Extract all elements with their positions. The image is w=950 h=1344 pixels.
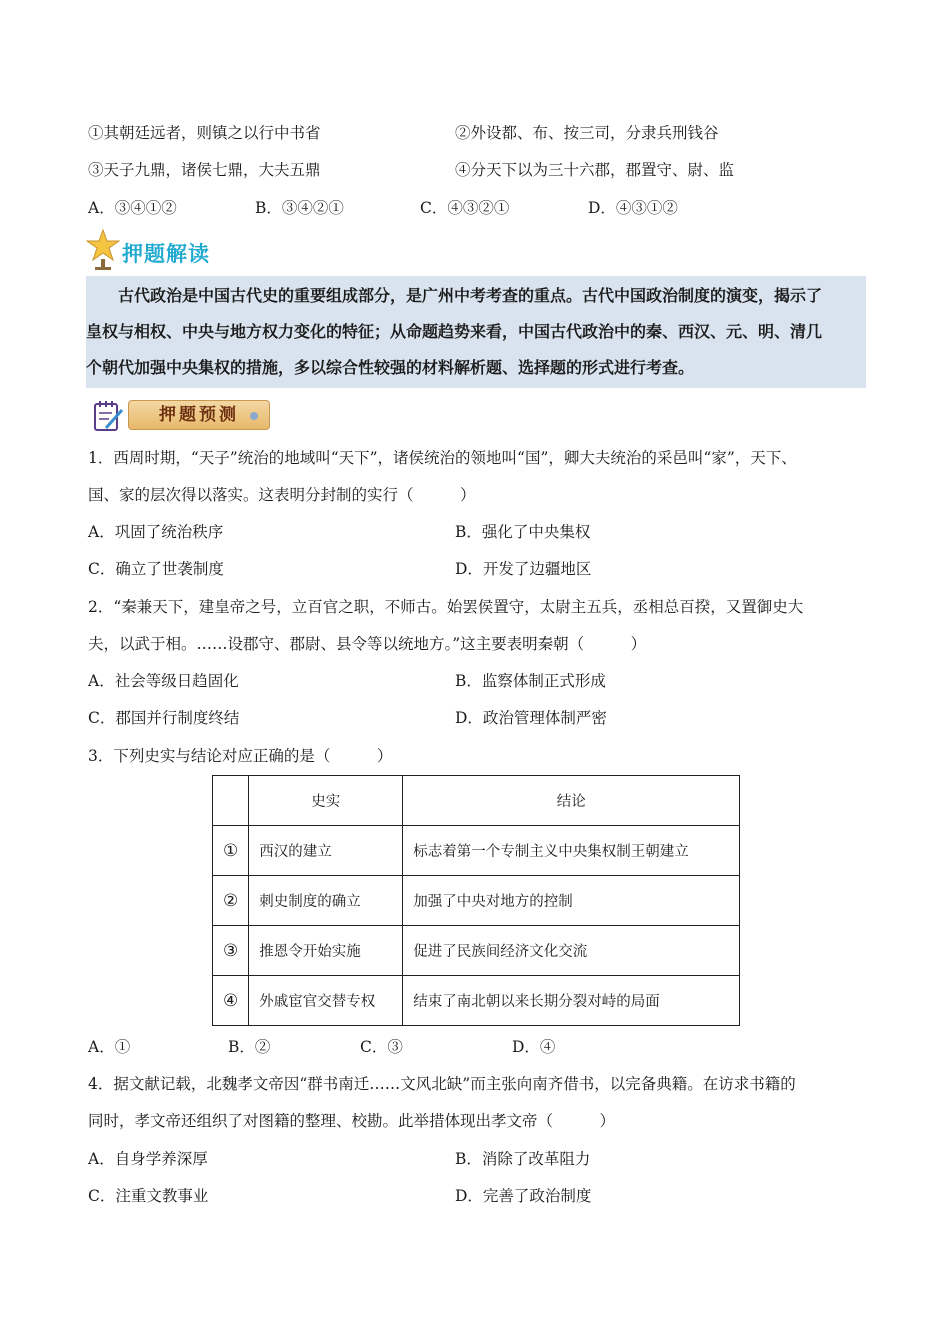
question-1-line: 1．西周时期，“天子”统治的地域叫“天下”，诸侯统治的领地叫“国”，卿大夫统治的采邑叫“家”，天下、 (88, 449, 797, 467)
item-2: ②外设都、布、按三司，分隶兵刑钱谷 (455, 124, 719, 142)
option-d[interactable]: D．政治管理体制严密 (455, 709, 607, 727)
option-b[interactable]: B．强化了中央集权 (455, 523, 591, 541)
table-cell: 标志着第一个专制主义中央集权制王朝建立 (403, 826, 740, 876)
option-row (88, 669, 606, 693)
table-row (213, 826, 740, 876)
question-2-line: 夫，以武于相。……设郡守、郡尉、县令等以统地方。”这主要表明秦朝（ ） (88, 635, 647, 653)
option-c[interactable]: C．③ (360, 1038, 403, 1056)
option-row (88, 1147, 591, 1171)
table-cell: 加强了中央对地方的控制 (403, 876, 740, 926)
option-a[interactable]: A．社会等级日趋固化 (88, 672, 239, 690)
paragraph-line: 皇权与相权、中央与地方权力变化的特征；从命题趋势来看，中国古代政治中的秦、西汉、元、明、清几 (86, 322, 823, 341)
paragraph-line: 个朝代加强中央集权的措施，多以综合性较强的材料解析题、选择题的形式进行考查。 (86, 358, 695, 377)
option-b[interactable]: B．② (228, 1038, 271, 1056)
table-cell: 西汉的建立 (249, 826, 403, 876)
table-header-row (213, 776, 740, 826)
star-lamp-icon (86, 228, 120, 272)
option-d[interactable]: D．开发了边疆地区 (455, 560, 592, 578)
question-4-line: 同时，孝文帝还组织了对图籍的整理、校勘。此举措体现出孝文帝（ ） (88, 1112, 616, 1130)
table-cell: 促进了民族间经济文化交流 (403, 926, 740, 976)
option-row (88, 557, 592, 581)
table-header-cell: 结论 (403, 776, 740, 826)
option-row (88, 520, 591, 544)
facts-table (212, 775, 740, 1026)
question-2-line: 2．“秦兼天下，建皇帝之号，立百官之职，不师古。始罢侯置守，太尉主五兵，丞相总百揆，又置御史大 (88, 598, 804, 616)
item-1: ①其朝廷远者，则镇之以行中书省 (88, 124, 321, 142)
paragraph-line: 古代政治是中国古代史的重要组成部分，是广州中考考查的重点。古代中国政治制度的演变，揭示了 (118, 286, 823, 305)
table-row (213, 976, 740, 1026)
section-header-prediction (92, 396, 272, 434)
table-cell: ④ (213, 976, 249, 1026)
item-row (88, 158, 735, 182)
choice-d[interactable]: D．④③①② (588, 199, 678, 217)
table-row (213, 876, 740, 926)
option-d[interactable]: D．完善了政治制度 (455, 1187, 592, 1205)
option-b[interactable]: B．消除了改革阻力 (455, 1150, 591, 1168)
option-c[interactable]: C．确立了世袭制度 (88, 560, 224, 578)
table-header-cell: 史实 (249, 776, 403, 826)
question-3-line: 3．下列史实与结论对应正确的是（ ） (88, 747, 393, 765)
option-row (88, 706, 607, 730)
notepad-pen-icon (92, 398, 126, 434)
interpretation-box (86, 276, 866, 388)
choice-a[interactable]: A．③④①② (88, 199, 177, 217)
choice-c[interactable]: C．④③②① (420, 199, 510, 217)
item-4: ④分天下以为三十六郡，郡置守、尉、监 (455, 161, 735, 179)
section-title: 押题预测 (128, 400, 270, 430)
table-cell: ③ (213, 926, 249, 976)
option-a[interactable]: A．巩固了统治秩序 (88, 523, 224, 541)
table-cell: 刺史制度的确立 (249, 876, 403, 926)
option-b[interactable]: B．监察体制正式形成 (455, 672, 606, 690)
option-d[interactable]: D．④ (512, 1038, 556, 1056)
question-4-line: 4．据文献记载，北魏孝文帝因“群书南迁……文风北缺”而主张向南齐借书，以完备典籍。在访求书籍的 (88, 1075, 796, 1093)
question-1-line: 国、家的层次得以落实。这表明分封制的实行（ ） (88, 486, 476, 504)
table-row (213, 926, 740, 976)
option-c[interactable]: C．郡国并行制度终结 (88, 709, 240, 727)
option-a[interactable]: A．① (88, 1038, 131, 1056)
option-a[interactable]: A．自身学养深厚 (88, 1150, 208, 1168)
table-header-cell (213, 776, 249, 826)
table-cell: 推恩令开始实施 (249, 926, 403, 976)
table-cell: ① (213, 826, 249, 876)
item-3: ③天子九鼎，诸侯七鼎，大夫五鼎 (88, 161, 321, 179)
option-c[interactable]: C．注重文教事业 (88, 1187, 209, 1205)
table-cell: 结束了南北朝以来长期分裂对峙的局面 (403, 976, 740, 1026)
option-row (88, 1184, 592, 1208)
table-cell: ② (213, 876, 249, 926)
bullet-dot (250, 412, 258, 420)
section-header-interpretation (86, 228, 386, 272)
choice-b[interactable]: B．③④②① (255, 199, 344, 217)
table-cell: 外戚宦官交替专权 (249, 976, 403, 1026)
item-row (88, 121, 719, 145)
section-title: 押题解读 (122, 242, 210, 266)
